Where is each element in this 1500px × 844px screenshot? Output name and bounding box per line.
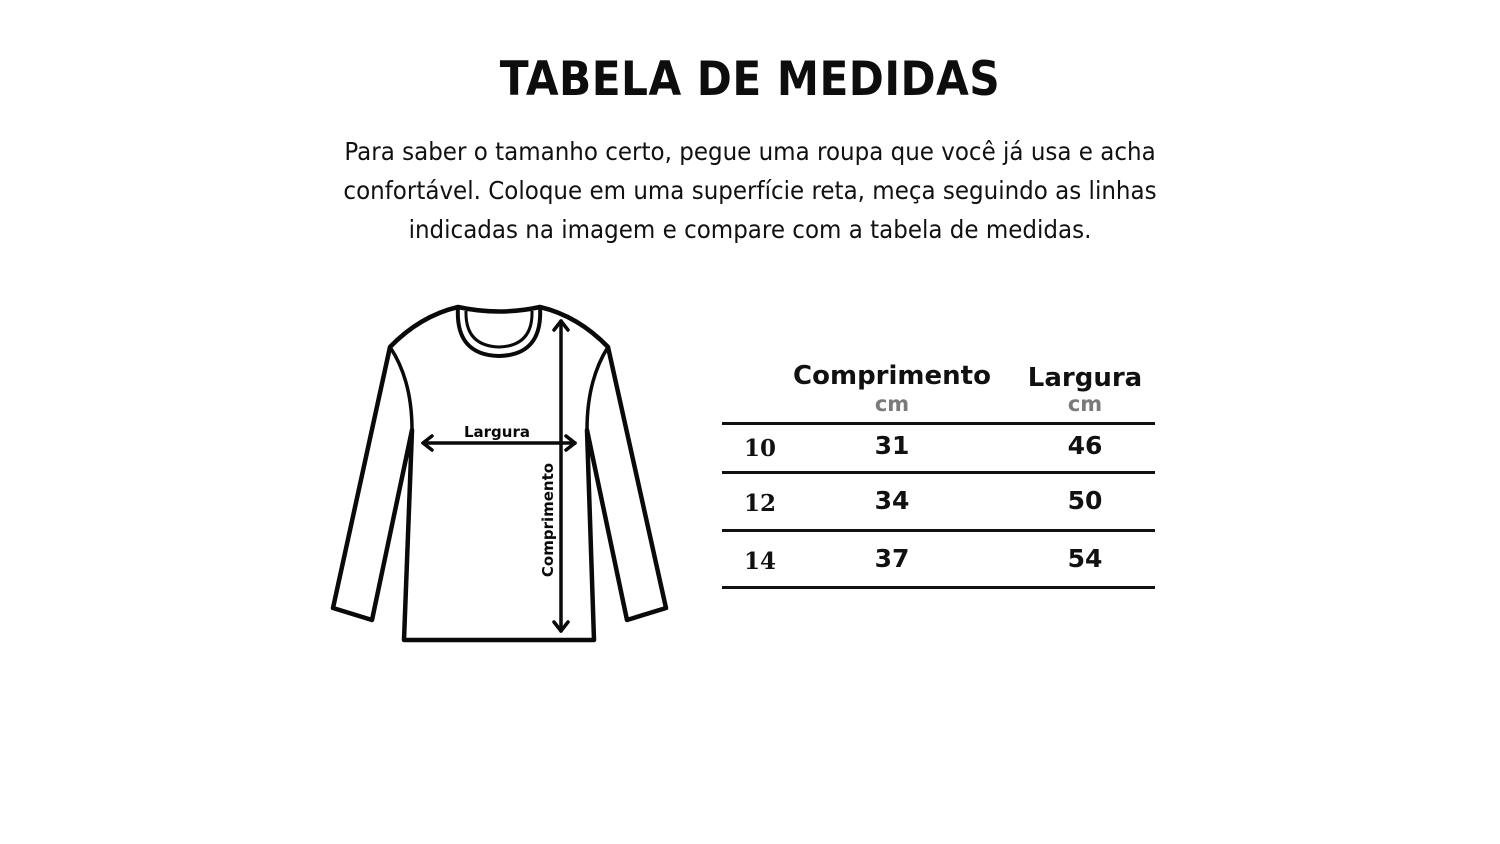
column-header-comprimento: Comprimento xyxy=(793,361,991,391)
largura-cell: 50 xyxy=(1067,486,1103,515)
table-header-rule xyxy=(722,422,1155,425)
size-cell: 12 xyxy=(743,490,776,517)
table-row-rule xyxy=(722,586,1155,589)
column-unit: cm xyxy=(874,392,910,416)
comprimento-cell: 34 xyxy=(874,486,910,515)
largura-cell: 54 xyxy=(1067,544,1103,573)
comprimento-cell: 31 xyxy=(874,431,910,460)
size-table xyxy=(722,355,1156,595)
size-cell: 14 xyxy=(743,548,776,575)
page-title: TABELA DE MEDIDAS xyxy=(499,52,1001,107)
column-header-largura: Largura xyxy=(1027,363,1143,393)
table-row-rule xyxy=(722,529,1155,532)
width-label: Largura xyxy=(463,423,531,441)
long-sleeve-shirt-diagram xyxy=(320,295,680,650)
comprimento-cell: 37 xyxy=(874,544,910,573)
instructions-line: indicadas na imagem e compare com a tabela de medidas. xyxy=(408,215,1092,244)
largura-cell: 46 xyxy=(1067,431,1103,460)
table-row-rule xyxy=(722,471,1155,474)
length-label: Comprimento xyxy=(539,462,557,578)
size-cell: 10 xyxy=(743,435,776,462)
instructions-line: confortável. Coloque em uma superfície reta, meça seguindo as linhas xyxy=(343,176,1157,205)
column-unit: cm xyxy=(1067,392,1103,416)
instructions-text xyxy=(244,132,1256,249)
instructions-line: Para saber o tamanho certo, pegue uma roupa que você já usa e acha xyxy=(344,137,1156,166)
